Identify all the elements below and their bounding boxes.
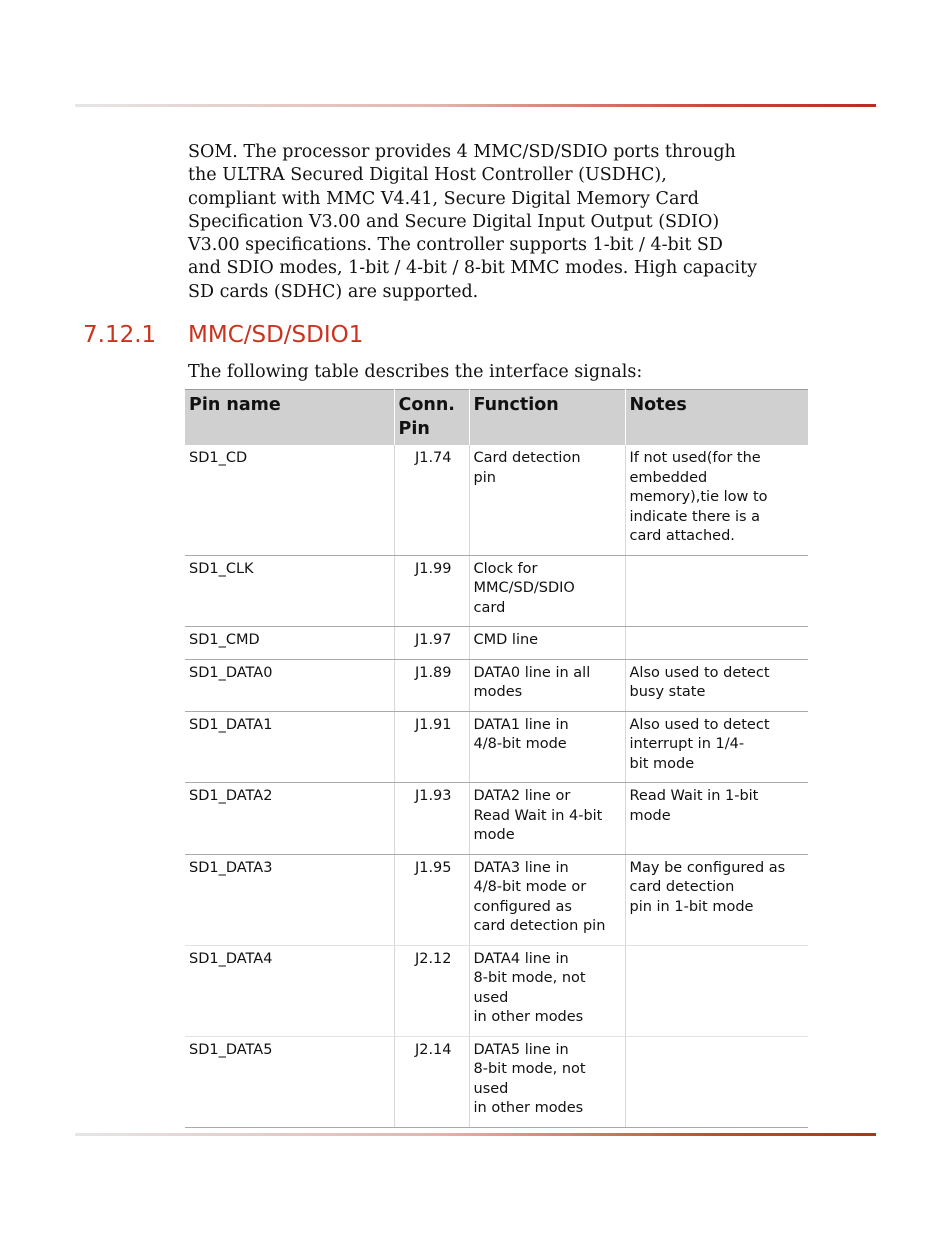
cell-function xyxy=(469,627,625,660)
cell-function-line: used xyxy=(473,989,509,1006)
cell-function-line: in other modes xyxy=(473,1100,584,1116)
cell-notes-line: Also used to detect xyxy=(629,664,770,681)
table-row xyxy=(185,445,808,555)
cell-function xyxy=(469,945,625,1036)
header-notes: Notes xyxy=(625,390,808,446)
cell-notes-line: Also used to detect xyxy=(629,716,770,733)
cell-function xyxy=(469,1036,625,1127)
cell-notes-line: memory),tie low to xyxy=(629,489,768,505)
cell-notes xyxy=(625,854,808,945)
cell-notes-line: interrupt in 1/4- xyxy=(629,736,745,752)
intro-line: SOM. The processor provides 4 MMC/SD/SDIO ports through xyxy=(188,142,736,162)
header-pin-name: Pin name xyxy=(185,390,394,446)
footer-divider xyxy=(75,1133,876,1136)
cell-function-line: DATA0 line in all xyxy=(473,664,591,681)
cell-function-line: used xyxy=(473,1080,509,1097)
cell-pin-name: SD1_DATA3 xyxy=(185,854,394,945)
cell-notes-line: card detection xyxy=(629,879,735,895)
cell-function xyxy=(469,445,625,555)
cell-function-line: modes xyxy=(473,684,523,700)
cell-conn-pin: J2.14 xyxy=(394,1036,469,1127)
cell-conn-pin: J1.99 xyxy=(394,555,469,627)
intro-line: the ULTRA Secured Digital Host Controller (USDHC), xyxy=(188,165,667,186)
cell-function-line: in other modes xyxy=(473,1009,584,1025)
header-function: Function xyxy=(469,390,625,446)
cell-function-line: 8-bit mode, not xyxy=(473,970,586,986)
cell-function-line: DATA5 line in xyxy=(473,1041,569,1058)
cell-function-line: 4/8-bit mode xyxy=(473,736,567,752)
cell-pin-name: SD1_CLK xyxy=(185,555,394,627)
cell-notes-line: indicate there is a xyxy=(629,508,761,525)
signals-table xyxy=(185,389,808,1128)
cell-notes-line: Read Wait in 1-bit xyxy=(629,788,759,804)
intro-line: SD cards (SDHC) are supported. xyxy=(188,281,479,302)
cell-pin-name: SD1_DATA4 xyxy=(185,945,394,1036)
cell-function xyxy=(469,555,625,627)
intro-paragraph xyxy=(188,141,828,304)
intro-line: and SDIO modes, 1-bit / 4-bit / 8-bit MMC modes. High capacity xyxy=(188,258,758,279)
cell-function-line: 8-bit mode, not xyxy=(473,1061,586,1077)
cell-conn-pin: J2.12 xyxy=(394,945,469,1036)
intro-line: Specification V3.00 and Secure Digital Input Output (SDIO) xyxy=(188,211,720,232)
table-header-row xyxy=(185,390,808,446)
table-row xyxy=(185,1036,808,1127)
cell-notes-line: card attached. xyxy=(629,528,735,544)
cell-conn-pin: J1.89 xyxy=(394,659,469,711)
cell-notes xyxy=(625,783,808,855)
cell-notes-line: busy state xyxy=(629,684,706,700)
cell-notes xyxy=(625,945,808,1036)
cell-conn-pin: J1.74 xyxy=(394,445,469,555)
table-row xyxy=(185,555,808,627)
intro-line: compliant with MMC V4.41, Secure Digital Memory Card xyxy=(188,188,699,209)
table-row xyxy=(185,945,808,1036)
cell-function-line: DATA1 line in xyxy=(473,716,569,733)
section-number: 7.12.1 xyxy=(83,322,157,348)
cell-function-line: MMC/SD/SDIO xyxy=(473,580,575,596)
cell-pin-name: SD1_DATA1 xyxy=(185,711,394,783)
cell-pin-name: SD1_DATA2 xyxy=(185,783,394,855)
cell-function-line: DATA2 line or xyxy=(473,788,571,804)
cell-pin-name: SD1_CMD xyxy=(185,627,394,660)
cell-function-line: card detection pin xyxy=(473,918,606,934)
cell-function-line: Card detection xyxy=(473,450,581,466)
cell-notes xyxy=(625,555,808,627)
header-conn-pin-line: Pin xyxy=(398,418,430,439)
cell-pin-name: SD1_CD xyxy=(185,445,394,555)
cell-notes-line: If not used(for the xyxy=(629,450,761,466)
cell-notes xyxy=(625,659,808,711)
cell-function-line: Read Wait in 4-bit xyxy=(473,807,603,824)
cell-function-line: DATA4 line in xyxy=(473,950,569,967)
table-caption: The following table describes the interface signals: xyxy=(188,362,643,382)
cell-pin-name: SD1_DATA5 xyxy=(185,1036,394,1127)
section-title: MMC/SD/SDIO1 xyxy=(188,322,364,348)
cell-conn-pin: J1.91 xyxy=(394,711,469,783)
cell-notes-line: mode xyxy=(629,807,671,824)
cell-function-line: CMD line xyxy=(473,632,539,648)
header-conn-pin xyxy=(394,390,469,446)
cell-function-line: card xyxy=(473,599,506,616)
cell-notes xyxy=(625,711,808,783)
table-row xyxy=(185,627,808,660)
cell-notes-line: embedded xyxy=(629,469,708,486)
header-conn-pin-line: Conn. xyxy=(398,395,455,415)
cell-function xyxy=(469,854,625,945)
cell-notes xyxy=(625,627,808,660)
cell-notes-line: bit mode xyxy=(629,755,695,772)
cell-function xyxy=(469,711,625,783)
cell-notes-line: May be configured as xyxy=(629,859,786,876)
cell-notes xyxy=(625,445,808,555)
cell-function xyxy=(469,783,625,855)
cell-function-line: Clock for xyxy=(473,560,538,577)
table-row xyxy=(185,659,808,711)
cell-function-line: mode xyxy=(473,827,515,843)
cell-conn-pin: J1.97 xyxy=(394,627,469,660)
table-row xyxy=(185,783,808,855)
section-heading xyxy=(83,322,363,348)
cell-function-line: DATA3 line in xyxy=(473,859,569,876)
cell-conn-pin: J1.93 xyxy=(394,783,469,855)
table-body xyxy=(185,445,808,1127)
table-row xyxy=(185,711,808,783)
cell-conn-pin: J1.95 xyxy=(394,854,469,945)
cell-function-line: pin xyxy=(473,469,496,486)
cell-notes-line: pin in 1-bit mode xyxy=(629,898,754,915)
cell-notes xyxy=(625,1036,808,1127)
cell-pin-name: SD1_DATA0 xyxy=(185,659,394,711)
cell-function-line: configured as xyxy=(473,898,572,915)
intro-line: V3.00 specifications. The controller supports 1-bit / 4-bit SD xyxy=(188,235,723,256)
cell-function-line: 4/8-bit mode or xyxy=(473,879,587,895)
header-divider xyxy=(75,104,876,107)
table-row xyxy=(185,854,808,945)
cell-function xyxy=(469,659,625,711)
